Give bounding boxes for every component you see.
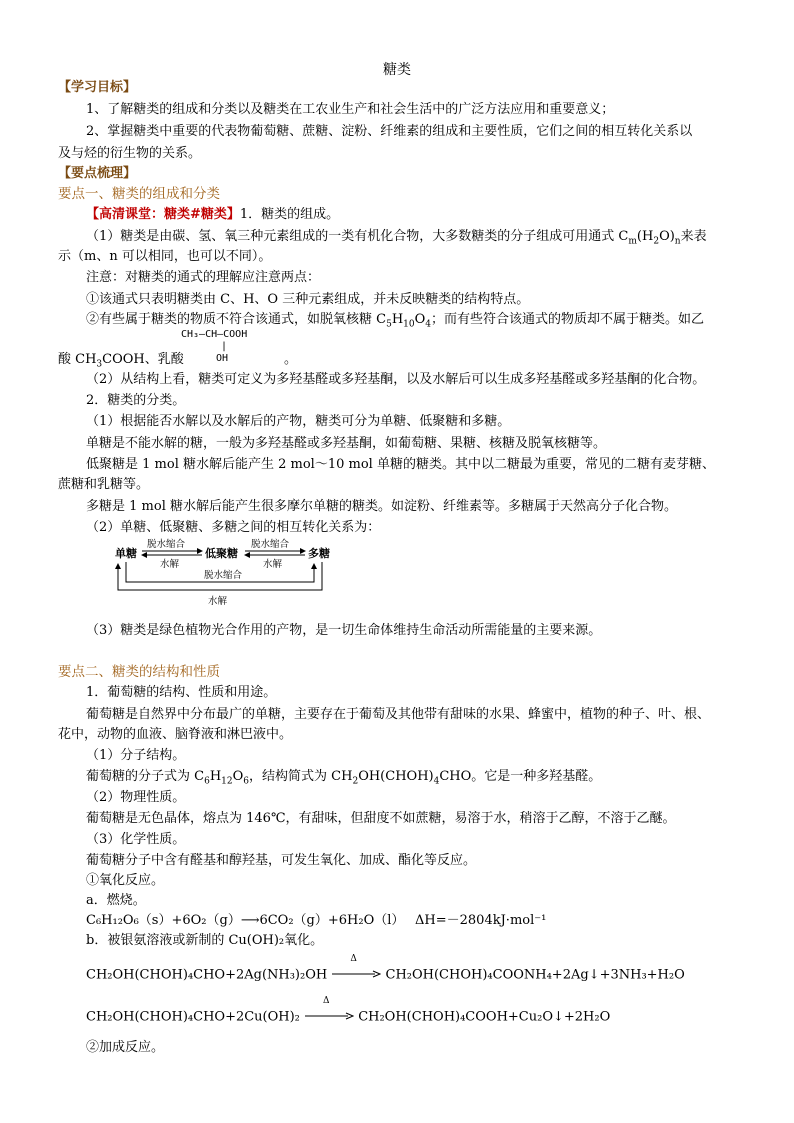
polysaccharide: 多糖是 1 mol 糖水解后能产生很多摩尔单糖的糖类。如淀粉、纤维素等。多糖属于天然高分子化合物。 <box>86 499 677 514</box>
equation-copper <box>86 996 611 1027</box>
text: ；而有些符合该通式的物质却不属于糖类。如乙 <box>431 312 705 327</box>
goal-1: 1、了解糖类的组成和分类以及糖类在工农业生产和社会生活中的广泛方法应用和重要意义； <box>86 102 615 117</box>
sub: 2 <box>352 776 359 787</box>
goal-2a: 2、掌握糖类中重要的代表物葡萄糖、蔗糖、淀粉、纤维素的组成和主要性质，它们之间的相互转化关系以 <box>86 124 693 139</box>
classification-title: 2．糖类的分类。 <box>86 393 186 408</box>
lactic-acid-bond: | <box>221 341 228 352</box>
hd-class-line <box>86 206 339 224</box>
section-1-heading: 要点一、糖类的组成和分类 <box>58 186 220 202</box>
text: H <box>391 312 404 327</box>
classification-3: （3）糖类是绿色植物光合作用的产物，是一切生命体维持生命活动所需能量的主要来源。 <box>86 623 602 638</box>
text: ②有些属于糖类的物质不符合该通式，如脱氧核糖 C <box>86 312 387 327</box>
sub: 6 <box>204 776 210 787</box>
molecular-formula <box>86 768 601 786</box>
arrow-icon <box>304 1012 354 1020</box>
goal-2b: 及与烃的衍生物的关系。 <box>58 146 202 161</box>
sub: 12 <box>221 776 233 787</box>
para-1b: 示（m、n 可以相同，也可以不同）。 <box>58 249 272 264</box>
molecular-structure-title: （1）分子结构。 <box>86 748 186 763</box>
composition-title: 1．糖类的组成。 <box>239 207 340 222</box>
note-2 <box>86 311 704 329</box>
arrow-icon <box>331 970 381 978</box>
glucose-para-b: 花中，动物的血液、脑脊液和淋巴液中。 <box>58 727 293 742</box>
note-title: 注意：对糖类的通式的理解应注意两点： <box>86 270 321 285</box>
para-2: （2）从结构上看，糖类可定义为多羟基醛或多羟基酮，以及水解后可以生成多羟基醛或多羟基酮的化合物。 <box>86 372 706 387</box>
products: CH₂OH(CHOH)₄COOH+Cu₂O↓+2H₂O <box>358 1009 611 1025</box>
classification-1: （1）根据能否水解以及水解后的产物，糖类可分为单糖、低聚糖和多糖。 <box>86 414 511 429</box>
text: 来表 <box>680 229 707 244</box>
note-1: ①该通式只表明糖类由 C、H、O 三种元素组成，并未反映糖类的结构特点。 <box>86 292 530 307</box>
heat-arrow <box>304 996 354 1026</box>
text: 葡萄糖的分子式为 C <box>86 769 205 784</box>
text: OH(CHOH) <box>358 769 434 784</box>
para-1a <box>86 228 707 246</box>
oligosaccharide-a: 低聚糖是 1 mol 糖水解后能产生 2 mol～10 mol 单糖的糖类。其中以二糖最为重要，常见的二糖有麦芽糖、 <box>86 457 715 472</box>
text: ，结构简式为 CH <box>249 769 353 784</box>
section-2-heading: 要点二、糖类的结构和性质 <box>58 664 220 680</box>
note-2b-end: 。 <box>284 352 298 367</box>
text: （1）糖类是由碳、氢、氧三种元素组成的一类有机化合物，大多数糖类的分子组成可用通式 C <box>86 229 629 244</box>
hd-class-label: 【高清课堂：糖类#糖类】 <box>86 207 240 222</box>
lactic-acid-top: CH₃—CH—COOH <box>181 329 248 340</box>
chemical-title: （3）化学性质。 <box>86 832 186 847</box>
silver-title: b．被银氨溶液或新制的 Cu(OH)₂氧化。 <box>86 933 324 948</box>
goals-header: 【学习目标】 <box>58 80 137 95</box>
sub: 4 <box>433 776 440 787</box>
text: 酸 CH <box>58 352 97 367</box>
diagram-poly: 多糖 <box>308 547 330 560</box>
lactic-acid-oh: OH <box>216 353 229 364</box>
physical-title: （2）物理性质。 <box>86 790 186 805</box>
diagram-hydro-2: 水解 <box>263 559 283 570</box>
delta-label: Δ <box>323 996 330 1006</box>
sub: 5 <box>386 319 392 330</box>
glucose-para-a: 葡萄糖是自然界中分布最广的单糖，主要存在于葡萄及其他带有甜味的水果、蜂蜜中，植物的种子、叶、根、 <box>86 707 711 722</box>
classification-2: （2）单糖、低聚糖、多糖之间的相互转化关系为： <box>86 520 381 535</box>
oxidation-title: ①氧化反应。 <box>86 873 165 888</box>
text: (H <box>636 229 654 244</box>
diagram-hydro-3: 水解 <box>208 596 228 607</box>
diagram-oligo: 低聚糖 <box>205 547 238 560</box>
sub: 10 <box>403 319 415 330</box>
products: CH₂OH(CHOH)₄COONH₄+2Ag↓+3NH₃+H₂O <box>385 967 685 983</box>
sub: 6 <box>243 776 250 787</box>
oligosaccharide-b: 蔗糖和乳糖等。 <box>58 477 150 492</box>
sub: n <box>674 236 681 247</box>
note-2b <box>58 351 184 369</box>
physical-properties: 葡萄糖是无色晶体，熔点为 146℃，有甜味，但甜度不如蔗糖，易溶于水，稍溶于乙醇，不溶于乙醚。 <box>86 811 676 826</box>
reactants: CH₂OH(CHOH)₄CHO+2Cu(OH)₂ <box>86 1009 300 1025</box>
text: O <box>414 312 426 327</box>
diagram-dehyd-1: 脱水缩合 <box>147 539 186 550</box>
delta-label: Δ <box>350 954 357 964</box>
sub: 4 <box>425 319 432 330</box>
chemical-properties: 葡萄糖分子中含有醛基和醇羟基，可发生氧化、加成、酯化等反应。 <box>86 853 477 868</box>
text: O) <box>659 229 675 244</box>
combustion-title: a．燃烧。 <box>86 893 146 908</box>
sub: 2 <box>653 236 660 247</box>
text: CHO。它是一种多羟基醛。 <box>439 769 602 784</box>
text: H <box>209 769 222 784</box>
diagram-dehyd-2: 脱水缩合 <box>251 539 290 550</box>
sub: m <box>628 236 637 247</box>
addition-title: ②加成反应。 <box>86 1040 165 1055</box>
page-title: 糖类 <box>383 62 411 78</box>
reactants: CH₂OH(CHOH)₄CHO+2Ag(NH₃)₂OH <box>86 967 328 983</box>
text: O <box>232 769 244 784</box>
heat-arrow <box>331 954 381 984</box>
glucose-title: 1．葡萄糖的结构、性质和用途。 <box>86 685 277 700</box>
sub: 3 <box>96 359 103 370</box>
monosaccharide: 单糖是不能水解的糖，一般为多羟基醛或多羟基酮，如葡萄糖、果糖、核糖及脱氧核糖等。 <box>86 436 607 451</box>
text: COOH、乳酸 <box>102 352 184 367</box>
points-header: 【要点梳理】 <box>58 166 137 181</box>
diagram-dehyd-3: 脱水缩合 <box>204 570 243 581</box>
conversion-diagram <box>110 535 340 615</box>
equation-silver-mirror <box>86 954 685 985</box>
equation-combustion: C₆H₁₂O₆（s）+6O₂（g）⟶6CO₂（g）+6H₂O（l） ΔH=－2804kJ·mol⁻¹ <box>86 913 547 928</box>
diagram-hydro-1: 水解 <box>160 559 180 570</box>
diagram-mono: 单糖 <box>115 547 137 560</box>
